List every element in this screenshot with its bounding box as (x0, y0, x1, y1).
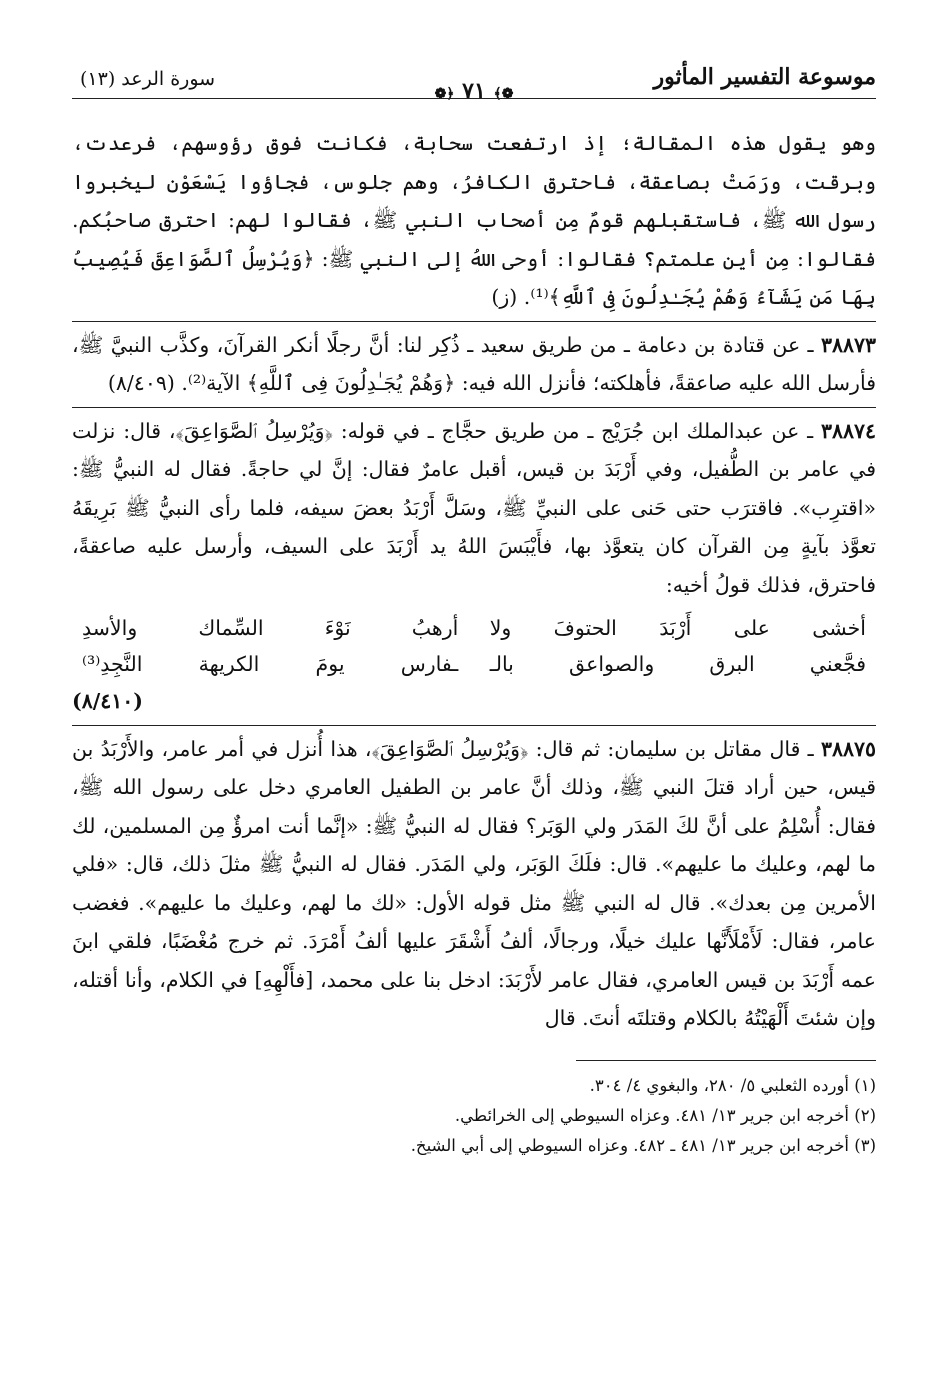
book-title: موسوعة التفسير المأثور (653, 64, 876, 90)
hadith-number: ٣٨٨٧٤ (820, 418, 876, 443)
divider (72, 725, 876, 726)
paragraph-text: ـ عن قتادة بن دعامة ـ من طريق سعيد ـ ذُكِر لنا: أنَّ رجلًا أنكر القرآنَ، وكذَّب النبيَّ ﷺ، فأرسل الله عليه صاعقةً، فأهلكته؛ فأنزل الله فيه: ﴿وَهُمْ يُجَـٰدِلُونَ فِى ٱللَّهِ﴾ الآية⁽²⁾. (٨/٤٠٩) (72, 332, 876, 395)
page (72, 60, 876, 1161)
verse-first-half: فجَّعني البرق والصواعق بالـ (489, 652, 866, 676)
footnote-rule (576, 1060, 876, 1061)
paragraph (72, 412, 876, 605)
verse-second-half: أرهبُ نَوْءَ السِّماك والأسدِ (82, 616, 459, 640)
surah-name: سورة الرعد (١٣) (80, 68, 216, 90)
ornament-icon: ﴿❁ (434, 86, 455, 102)
paragraph (72, 730, 876, 1038)
poem (82, 610, 866, 682)
page-number-text: ٧١ (462, 78, 486, 104)
ornament-icon: ❁﴾ (493, 86, 514, 102)
footnote: (٢) أخرجه ابن جرير ١٣/ ٤٨١. وعزاه السيوطي إلى الخرائطي. (454, 1105, 876, 1125)
paragraph (72, 124, 876, 317)
verse-second-half: ـفارس يومَ الكريهة النَّجِدِ⁽³⁾ (82, 652, 459, 676)
hadith-number: ٣٨٨٧٣ (820, 332, 876, 357)
paragraph-text: وهو يقول هذه المقالة؛ إذ ارتفعت سحابة، فكانت فوق رؤوسهم، فرعدت، وبرقت، ورَمَتْ بصاعقة، فاحترق الكافرُ، وهم جلوس، فجاؤوا يَسْعَوْن ليخبروا رسول الله ﷺ، فاستقبلهم قومٌ مِن أصحاب النبي ﷺ، فقالوا لهم: احترق صاحبُكم. فقالوا: مِن أين علمتم؟ فقالوا: أوحى اللهُ إلى النبي ﷺ: ﴿وَيُرْسِلُ ٱلصَّوَاعِقَ فَيُصِيبُ بِهَا مَن يَشَآءُ وَهُمْ يُجَـٰدِلُونَ فِى ٱللَّهِ﴾⁽¹⁾. (ز) (72, 131, 876, 309)
page-header (72, 60, 876, 104)
footnotes (72, 1071, 876, 1161)
paragraph-text: ـ عن عبدالملك ابن جُرَيْج ـ من طريق حجَّاج ـ في قوله: ﴿وَيُرْسِلُ ٱلصَّوَاعِقَ﴾، قال: نزلت في عامر بن الطُّفيل، وفي أَرْبَدَ بن قيس، أقبل عامرٌ فقال: إنَّ لي حاجةً. فقال له النبيُّ ﷺ: «اقترِب». فاقترَب حتى حَنى على النبيِّ ﷺ، وسَلَّ أَرْبَدُ بعضَ سيفه، فلما رأى النبيُّ ﷺ بَرِيقَهُ تعوَّذ بآيةٍ مِن القرآن كان يتعوَّذ بها، فأَيْبَسَ اللهُ يد أَرْبَدَ على السيف، وأرسل عليه صاعقةً، فاحترق، فذلك قولُ أخيه: (72, 418, 876, 597)
main-text (72, 124, 876, 1038)
divider (72, 407, 876, 408)
paragraph (72, 326, 876, 403)
poem-verse (82, 610, 866, 646)
paragraph-text: ـ قال مقاتل بن سليمان: ثم قال: ﴿وَيُرْسِلُ ٱلصَّوَاعِقَ﴾، هذا أُنزل في أمر عامر، والأَرْبَدُ بن قيس، حين أراد قتلَ النبي ﷺ، وذلك أنَّ عامر بن الطفيل العامري دخل على رسول الله ﷺ، فقال: أُسْلِمُ على أنَّ لكَ المَدَر ولي الوَبَر؟ فقال له النبيُّ ﷺ: «إنَّما أنت امرؤٌ مِن المسلمين، لك ما لهم، وعليك ما عليهم». قال: فلَكَ الوَبَر، ولي المَدَر. فقال له النبيُّ ﷺ مثلَ ذلك، قال: «فلي الأمرين مِن بعدك». قال له النبي ﷺ مثل قوله الأول: «لك ما لهم، وعليك ما عليهم». فغضب عامر، فقال: لَأَمْلَأَنَّها عليك خيلًا، ورجالًا، ألفُ أَشْقَرَ عليها ألفُ أَمْرَدَ. ثم خرج مُغْضَبًا، فلقي ابنَ عمه أَرْبَدَ بن قيس العامري، فقال عامر لأَرْبَدَ: ادخل بنا على محمد، [فأَلْهِهِ] في الكلام، وأنا أقتله، وإن شئتَ أَلْهَيْتُهُ بالكلام وقتلتَه أنتَ. قال (72, 736, 876, 1030)
footnote: (١) أورده الثعلبي ٥/ ٢٨٠، والبغوي ٤/ ٣٠٤. (589, 1075, 876, 1095)
footnote: (٣) أخرجه ابن جرير ١٣/ ٤٨١ ـ ٤٨٢. وعزاه السيوطي إلى أبي الشيخ. (410, 1135, 876, 1155)
hadith-number: ٣٨٨٧٥ (820, 736, 876, 761)
poem-reference: (٨/٤١٠) (72, 689, 143, 713)
header-rule (72, 98, 876, 99)
divider (72, 321, 876, 322)
verse-first-half: أخشى على أَرْبَدَ الحتوفَ ولا (489, 616, 866, 640)
page-number (435, 78, 514, 104)
poem-verse (82, 646, 866, 682)
